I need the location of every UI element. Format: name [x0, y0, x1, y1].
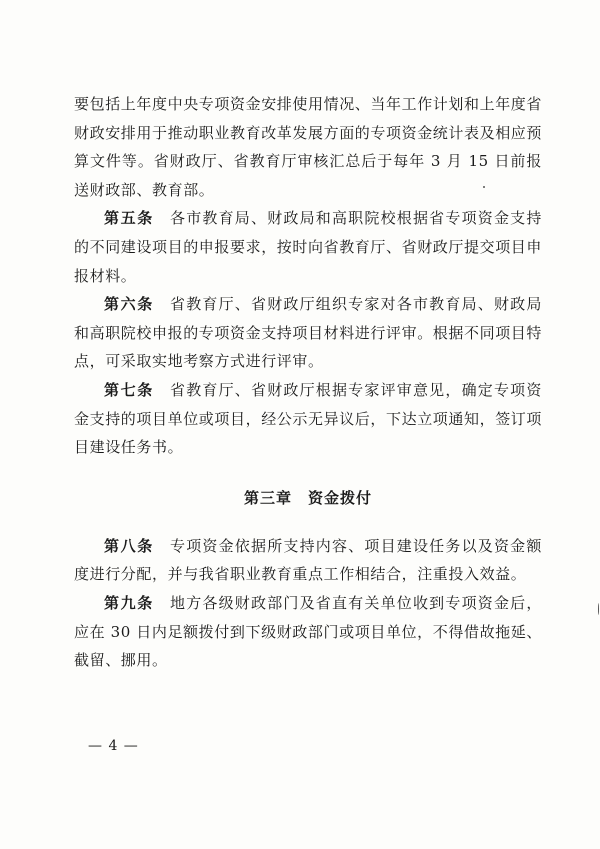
continuation-paragraph: 要包括上年度中央专项资金安排使用情况、当年工作计划和上年度省财政安排用于推动职业教育改革发展方面的专项资金统计表及相应预算文件等。省财政厅、省教育厅审核汇总后于每年 3 月 15 日前报送财政部、教育部。 [74, 95, 543, 199]
article-6 [74, 290, 542, 376]
document-body [74, 90, 542, 675]
article-9 [74, 589, 542, 675]
article-8-text: 专项资金依据所支持内容、项目建设任务以及资金额度进行分配，并与我省职业教育重点工作相结合，注重投入效益。 [74, 536, 542, 584]
scan-edge-mark [598, 603, 599, 615]
article-8 [74, 532, 542, 589]
scan-speck [483, 186, 485, 188]
article-5-text: 各市教育局、财政局和高职院校根据省专项资金支持的不同建设项目的申报要求，按时向省教育厅、省财政厅提交项目申报材料。 [74, 209, 543, 285]
chapter-heading: 第三章 资金拨付 [243, 488, 372, 507]
article-9-text: 地方各级财政部门及省直有关单位收到专项资金后，应在 30 日内足额拨付到下级财政部门或项目单位，不得借故拖延、截留、挪用。 [74, 593, 542, 670]
article-5-label: 第五条 [104, 209, 154, 228]
article-5 [74, 204, 542, 290]
article-6-label: 第六条 [104, 295, 154, 314]
article-9-label: 第九条 [104, 593, 154, 612]
article-7 [74, 376, 542, 462]
article-7-text: 省教育厅、省财政厅根据专家评审意见，确定专项资金支持的项目单位或项目，经公示无异议后，下达立项通知，签订项目建设任务书。 [74, 380, 543, 457]
article-8-label: 第八条 [104, 536, 154, 555]
article-6-text: 省教育厅、省财政厅组织专家对各市教育局、财政局和高职院校申报的专项资金支持项目材料进行评审。根据不同项目特点，可采取实地考察方式进行评审。 [74, 295, 543, 371]
article-7-label: 第七条 [104, 380, 154, 399]
page-number: — 4 — [88, 738, 139, 754]
